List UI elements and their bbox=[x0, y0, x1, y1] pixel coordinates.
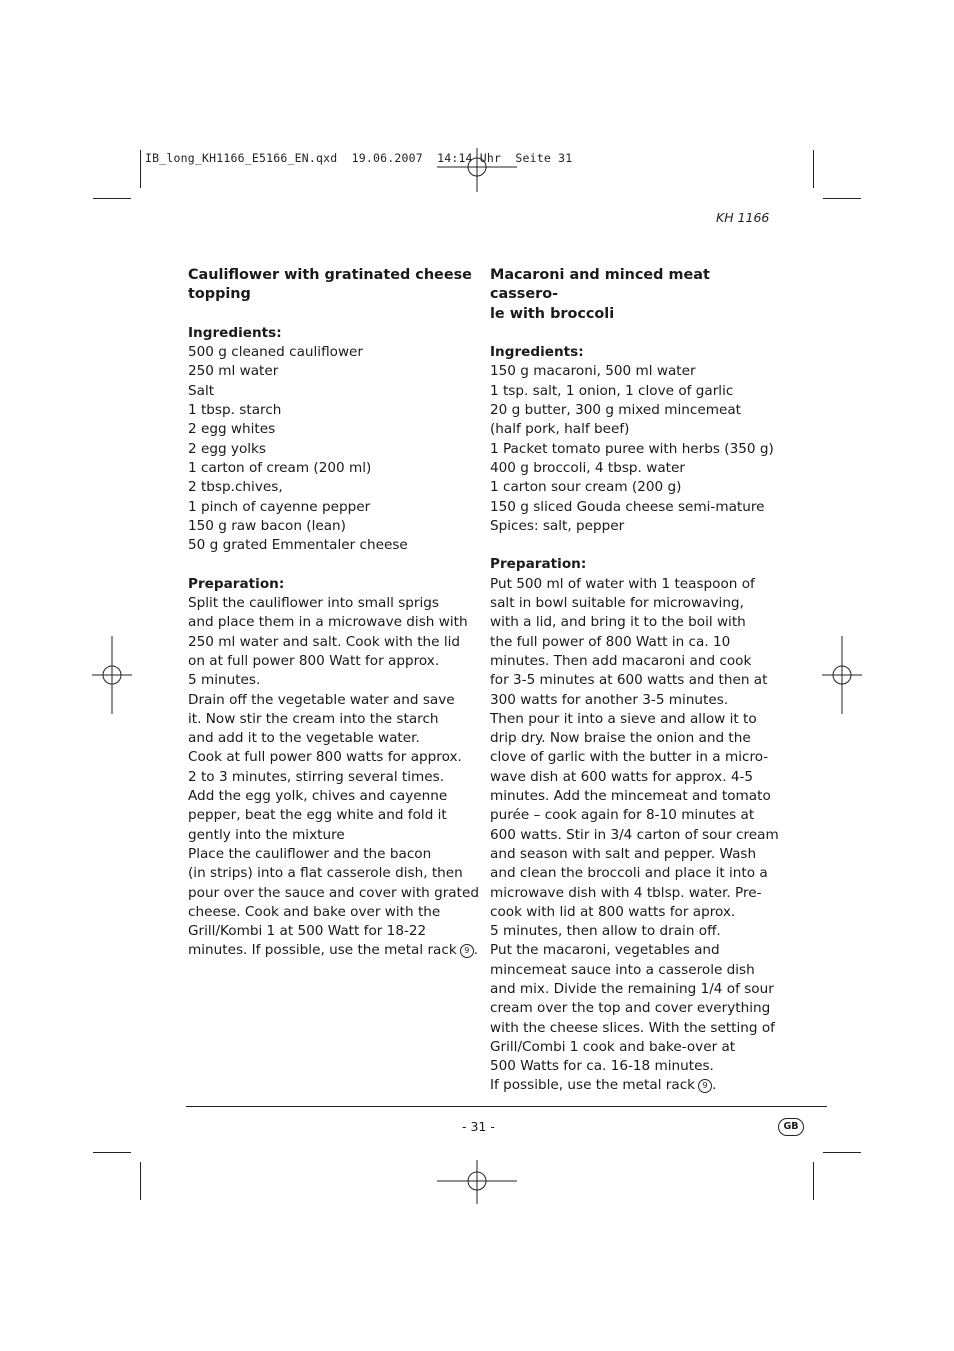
preparation-line: for 3-5 minutes at 600 watts and then at bbox=[490, 672, 768, 689]
preparation-line: 600 watts. Stir in 3/4 carton of sour cream bbox=[490, 826, 779, 843]
crop-mark bbox=[823, 198, 861, 199]
crop-mark bbox=[140, 1162, 141, 1200]
preparation-last-text: If possible, use the metal rack bbox=[490, 1077, 696, 1094]
preparation-line: Cook at full power 800 watts for approx. bbox=[188, 749, 462, 766]
registration-mark-icon bbox=[822, 636, 862, 714]
crop-mark bbox=[93, 1152, 131, 1153]
preparation-label: Preparation: bbox=[188, 575, 285, 592]
ingredients-label: Ingredients: bbox=[490, 344, 584, 361]
ingredient-line: 50 g grated Emmentaler cheese bbox=[188, 537, 408, 554]
ingredient-line: 500 g cleaned cauliflower bbox=[188, 344, 364, 361]
preparation-end: . bbox=[473, 942, 479, 959]
preparation-line: Grill/Combi 1 cook and bake-over at bbox=[490, 1038, 736, 1055]
ingredient-line: 400 g broccoli, 4 tbsp. water bbox=[490, 459, 685, 476]
preparation-line: microwave dish with 4 tblsp. water. Pre- bbox=[490, 884, 762, 901]
preparation-line: Put 500 ml of water with 1 teaspoon of bbox=[490, 575, 755, 592]
ingredients-label: Ingredients: bbox=[188, 324, 282, 341]
preparation-line: with a lid, and bring it to the boil with bbox=[490, 614, 746, 631]
ingredient-line: 250 ml water bbox=[188, 363, 279, 380]
recipe-title-line: Cauliflower with gratinated cheese bbox=[188, 267, 472, 283]
preparation-line: and add it to the vegetable water. bbox=[188, 730, 420, 747]
preparation-line: pour over the sauce and cover with grated bbox=[188, 884, 479, 901]
preparation-label: Preparation: bbox=[490, 556, 587, 573]
preparation-line: 2 to 3 minutes, stirring several times. bbox=[188, 768, 445, 785]
preparation-line: clove of garlic with the butter in a micro- bbox=[490, 749, 769, 766]
preparation-line: wave dish at 600 watts for approx. 4-5 bbox=[490, 768, 754, 785]
recipe-title-line: topping bbox=[188, 286, 251, 303]
ingredient-line: 2 egg whites bbox=[188, 421, 276, 438]
metal-rack-number-icon: 9 bbox=[460, 944, 474, 958]
language-badge: GB bbox=[778, 1118, 804, 1136]
preparation-line: 500 Watts for ca. 16-18 minutes. bbox=[490, 1058, 714, 1075]
ingredient-line: 2 tbsp.chives, bbox=[188, 479, 283, 496]
preparation-last-text: minutes. If possible, use the metal rack bbox=[188, 942, 457, 959]
preparation-line: Split the cauliflower into small sprigs bbox=[188, 595, 440, 612]
preparation-line: and clean the broccoli and place it into a bbox=[490, 865, 768, 882]
ingredient-line: 150 g raw bacon (lean) bbox=[188, 517, 346, 534]
crop-mark bbox=[93, 198, 131, 199]
registration-mark-icon bbox=[437, 1160, 517, 1204]
preparation-line: with the cheese slices. With the setting of bbox=[490, 1019, 775, 1036]
preparation-end: . bbox=[712, 1077, 717, 1094]
ingredient-line: 1 carton sour cream (200 g) bbox=[490, 479, 682, 496]
preparation-line: minutes. Add the mincemeat and tomato bbox=[490, 788, 771, 805]
preparation-line: salt in bowl suitable for microwaving, bbox=[490, 595, 744, 612]
preparation-line: Grill/Kombi 1 at 500 Watt for 18-22 bbox=[188, 923, 427, 940]
preparation-line bbox=[188, 941, 479, 960]
ingredient-line: 20 g butter, 300 g mixed mincemeat bbox=[490, 402, 741, 419]
ingredient-line: 1 carton of cream (200 ml) bbox=[188, 459, 372, 476]
crop-mark bbox=[813, 1162, 814, 1200]
preparation-line: Add the egg yolk, chives and cayenne bbox=[188, 788, 448, 805]
recipe-title-line: le with broccoli bbox=[490, 305, 615, 322]
ingredient-line: 2 egg yolks bbox=[188, 440, 267, 457]
preparation-line: Drain off the vegetable water and save bbox=[188, 691, 455, 708]
preparation-line: cook with lid at 800 watts for aprox. bbox=[490, 903, 736, 920]
ingredient-line: 1 Packet tomato puree with herbs (350 g) bbox=[490, 440, 774, 457]
recipe-title-line: Macaroni and minced meat cassero- bbox=[490, 267, 710, 303]
ingredients-list bbox=[188, 343, 473, 555]
ingredient-line: 1 tbsp. starch bbox=[188, 402, 282, 419]
preparation-text bbox=[188, 594, 479, 961]
preparation-line: and mix. Divide the remaining 1/4 of sour bbox=[490, 980, 774, 997]
metal-rack-number-icon: 9 bbox=[698, 1079, 712, 1093]
preparation-line: 250 ml water and salt. Cook with the lid bbox=[188, 633, 461, 650]
preparation-line: Put the macaroni, vegetables and bbox=[490, 942, 720, 959]
preparation-line: (in strips) into a flat casserole dish, then bbox=[188, 865, 463, 882]
registration-mark-icon bbox=[437, 148, 517, 192]
crop-mark bbox=[823, 1152, 861, 1153]
ingredient-line: 1 pinch of cayenne pepper bbox=[188, 498, 371, 515]
ingredient-line: (half pork, half beef) bbox=[490, 421, 630, 438]
preparation-line: Then pour it into a sieve and allow it to bbox=[490, 710, 757, 727]
preparation-line bbox=[490, 1076, 770, 1095]
preparation-line: 5 minutes. bbox=[188, 672, 261, 689]
preparation-line: and season with salt and pepper. Wash bbox=[490, 845, 757, 862]
ingredient-line: 150 g macaroni, 500 ml water bbox=[490, 363, 696, 380]
ingredient-line: Spices: salt, pepper bbox=[490, 517, 625, 534]
preparation-line: drip dry. Now braise the onion and the bbox=[490, 730, 751, 747]
preparation-line: on at full power 800 Watt for approx. bbox=[188, 652, 440, 669]
preparation-line: Place the cauliflower and the bacon bbox=[188, 845, 432, 862]
ingredient-line: 150 g sliced Gouda cheese semi-mature bbox=[490, 498, 765, 515]
footer-rule bbox=[186, 1106, 827, 1107]
recipe-title bbox=[490, 266, 770, 324]
print-slug: IB_long_KH1166_E5166_EN.qxd 19.06.2007 14:14 Uhr Seite 31 bbox=[145, 151, 573, 165]
preparation-line: gently into the mixture bbox=[188, 826, 345, 843]
preparation-line: pepper, beat the egg white and fold it bbox=[188, 807, 447, 824]
recipe-title bbox=[188, 266, 473, 305]
model-number: KH 1166 bbox=[716, 210, 770, 225]
page-number: - 31 - bbox=[462, 1119, 495, 1134]
preparation-text bbox=[490, 575, 779, 1096]
preparation-line: mincemeat sauce into a casserole dish bbox=[490, 961, 755, 978]
ingredient-line: 1 tsp. salt, 1 onion, 1 clove of garlic bbox=[490, 382, 734, 399]
preparation-line: minutes. Then add macaroni and cook bbox=[490, 652, 752, 669]
preparation-line: the full power of 800 Watt in ca. 10 bbox=[490, 633, 731, 650]
ingredients-list bbox=[490, 362, 774, 536]
preparation-line: purée – cook again for 8-10 minutes at bbox=[490, 807, 755, 824]
preparation-line: it. Now stir the cream into the starch bbox=[188, 710, 439, 727]
preparation-line: 300 watts for another 3-5 minutes. bbox=[490, 691, 729, 708]
preparation-line: 5 minutes, then allow to drain off. bbox=[490, 923, 721, 940]
ingredient-line: Salt bbox=[188, 382, 215, 399]
crop-mark bbox=[140, 150, 141, 188]
recipe-cauliflower bbox=[188, 266, 479, 961]
preparation-line: cream over the top and cover everything bbox=[490, 1000, 771, 1017]
recipe-macaroni bbox=[490, 266, 779, 1096]
registration-mark-icon bbox=[92, 636, 132, 714]
preparation-line: cheese. Cook and bake over with the bbox=[188, 903, 441, 920]
preparation-line: and place them in a microwave dish with bbox=[188, 614, 468, 631]
crop-mark bbox=[813, 150, 814, 188]
